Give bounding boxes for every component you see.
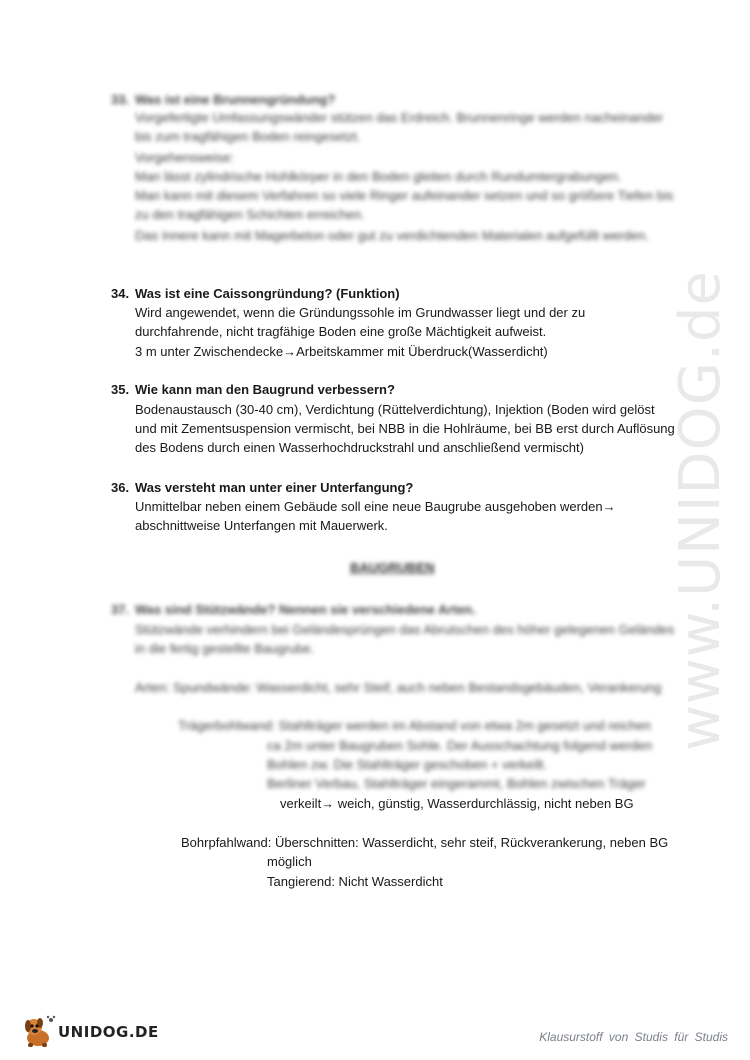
question-number: 35. <box>111 382 130 397</box>
answer-line: Wird angewendet, wenn die Gründungssohle im Grundwasser liegt und der zu <box>135 305 586 320</box>
answer-line: und mit Zementsuspension vermischt, bei NBB in die Hohlräume, bei BB erst durch Auflösung <box>135 421 675 436</box>
question-number: 36. <box>111 480 130 495</box>
question-title: Wie kann man den Baugrund verbessern? <box>135 382 395 397</box>
answer-line: Tangierend: Nicht Wasserdicht <box>267 874 443 889</box>
question-title: Was sind Stützwände? Nennen sie verschiedene Arten. <box>135 602 476 617</box>
dog-mascot-icon <box>20 1014 56 1050</box>
answer-line: zu den tragfähigen Schichten erreichen. <box>135 207 365 222</box>
footer-logo[interactable] <box>20 1014 159 1050</box>
question-number: 33. <box>111 92 130 107</box>
watermark: www.UNIDOG.de <box>667 269 733 751</box>
answer-line: Bohrpfahlwand: Überschnitten: Wasserdicht, sehr steif, Rückverankerung, neben BG <box>181 835 669 850</box>
answer-line: Vorgefertigte Umfassungswänder stützen das Erdreich. Brunnenringe werden nacheinander <box>135 110 664 125</box>
answer-line: Unmittelbar neben einem Gebäude soll eine neue Baugrube ausgehoben werden→ <box>135 499 616 514</box>
answer-line: Man kann mit diesem Verfahren so viele Ringer aufeinander setzen und so größere Tiefen bis <box>135 188 674 203</box>
answer-line: verkeilt→ weich, günstig, Wasserdurchlässig, nicht neben BG <box>280 796 634 811</box>
answer-line: Man lässt zylindrische Hohlkörper in den Boden gleiten durch Rundumtergrabungen. <box>135 169 622 184</box>
answer-line: Bohlen zw. Die Stahlträger geschoben + verkeilt. <box>267 757 548 772</box>
answer-line: Bodenaustausch (30-40 cm), Verdichtung (Rüttelverdichtung), Injektion (Boden wird gelöst <box>135 402 655 417</box>
question-title: Was ist eine Brunnengründung? <box>135 92 336 107</box>
answer-line: in die fertig gestellte Baugrube. <box>135 641 315 656</box>
answer-line: ca 2m unter Baugruben Sohle. Der Ausschachtung folgend werden <box>267 738 653 753</box>
answer-line: Vorgehensweise: <box>135 150 235 165</box>
question-number: 37. <box>111 602 130 617</box>
answer-line: 3 m unter Zwischendecke→Arbeitskammer mit Überdruck(Wasserdicht) <box>135 344 548 359</box>
question-number: 34. <box>111 286 130 301</box>
section-heading: BAUGRUBEN <box>350 560 435 575</box>
answer-line: Trägerbohlwand: Stahlträger werden im Abstand von etwa 2m gesetzt und reichen <box>178 718 651 733</box>
answer-line: des Bodens durch einen Wasserhochdruckstrahl und anschließend vermischt) <box>135 440 584 455</box>
answer-line: Das Innere kann mit Magerbeton oder gut zu verdichtenden Materialen aufgefüllt werden. <box>135 228 649 243</box>
answer-line: bis zum tragfähigen Boden reingesetzt. <box>135 129 361 144</box>
logo-text: UNIDOG.DE <box>58 1023 159 1041</box>
answer-line: Arten: Spundwände: Wasserdicht, sehr Steif, auch neben Bestandsgebäuden, Verankerung <box>135 680 662 695</box>
question-title: Was ist eine Caissongründung? (Funktion) <box>135 286 400 301</box>
footer-tagline: Klausurstoff von Studis für Studis <box>539 1030 728 1044</box>
answer-line: Berliner Verbau, Stahlträger eingerammt, Bohlen zwischen Träger <box>267 776 646 791</box>
question-title: Was versteht man unter einer Unterfangung? <box>135 480 414 495</box>
answer-line: Stützwände verhindern bei Geländesprüngen das Abrutschen des höher gelegenen Geländes <box>135 622 675 637</box>
answer-line: durchfahrende, nicht tragfähige Boden eine große Mächtigkeit aufweist. <box>135 324 547 339</box>
answer-line: abschnittweise Unterfangen mit Mauerwerk. <box>135 518 388 533</box>
answer-line: möglich <box>267 854 312 869</box>
